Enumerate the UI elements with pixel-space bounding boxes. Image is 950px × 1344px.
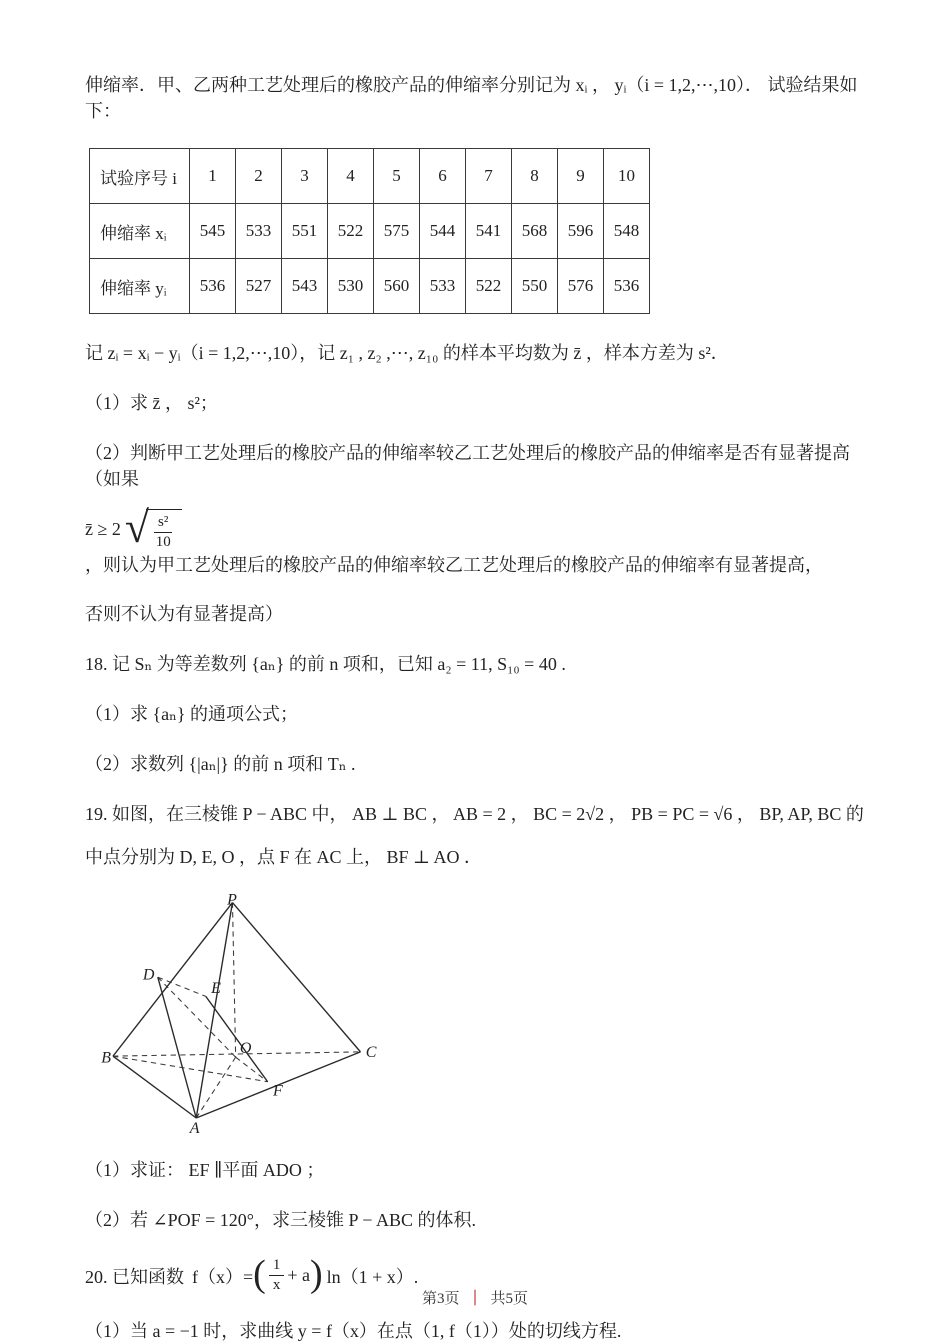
p20-q1: （1）当 a = −1 时，求曲线 y = f（x）在点（1, f（1））处的切线方程. [85, 1321, 622, 1342]
p17-q2-line3: 否则不认为有显著提高） [85, 604, 283, 625]
tetrahedron-figure-wrap [91, 894, 870, 1139]
p20-fx: f（x）= [192, 1266, 254, 1287]
table-cell: 6 [420, 149, 466, 204]
table-cell: 522 [328, 204, 374, 259]
vertex-label-P: P [227, 893, 237, 909]
p17-intro: 伸缩率．甲、乙两种工艺处理后的橡胶产品的伸缩率分别记为 xᵢ ， yᵢ（i = 1,2,⋯,10）． 试验结果如下： [85, 75, 858, 122]
sqrt-expression [124, 503, 183, 553]
radicand [146, 509, 182, 552]
vertex-label-F: F [273, 1082, 283, 1100]
fraction-denominator: 10 [155, 533, 171, 550]
table-cell: 544 [420, 204, 466, 259]
table-cell: 7 [466, 149, 512, 204]
figure-solid-edges [113, 902, 360, 1117]
table-cell: 550 [512, 259, 558, 314]
fraction [154, 514, 172, 552]
fraction-numerator: s² [154, 514, 172, 533]
table-cell: 2 [236, 149, 282, 204]
table-cell: 551 [282, 204, 328, 259]
table-cell: 575 [374, 204, 420, 259]
table-cell: 548 [604, 204, 650, 259]
table-cell: 3 [282, 149, 328, 204]
p19-q1: （1）求证： EF ∥平面 ADO ； [85, 1159, 325, 1180]
tetrahedron-figure [91, 894, 391, 1134]
table-row-x [90, 204, 650, 259]
table-cell: 1 [190, 149, 236, 204]
vertex-label-D: D [142, 965, 155, 983]
table-cell: 533 [420, 259, 466, 314]
table-cell: 541 [466, 204, 512, 259]
results-table [89, 148, 650, 314]
table-cell: 576 [558, 259, 604, 314]
p17-q2-line2-rest: ，则认为甲工艺处理后的橡胶产品的伸缩率较乙工艺处理后的橡胶产品的伸缩率有显著提高， [85, 555, 823, 576]
page-footer [0, 1287, 950, 1308]
footer-page-number: 第3页 [421, 1291, 460, 1307]
vertex-label-C: C [365, 1043, 377, 1061]
sqrt-icon: √ [124, 503, 150, 553]
fraction-denominator: x [272, 1277, 281, 1294]
p17-note: 记 zᵢ = xᵢ − yᵢ（i = 1,2,⋯,10），记 z₁ , z₂ ,⋯, z₁₀ 的样本平均数为 z̄ ，样本方差为 s²． [85, 343, 729, 364]
p20-title-line: 20. 已知函数 f（x）= ( $\frac{1}{x}$ + a ) ln（1 + x）. [85, 1252, 419, 1295]
table-cell: 9 [558, 149, 604, 204]
table-cell: 543 [282, 259, 328, 314]
p17-q2-formula-line [85, 503, 870, 578]
p17-q2-line1: （2）判断甲工艺处理后的橡胶产品的伸缩率较乙工艺处理后的橡胶产品的伸缩率是否有显著提高（如果 [85, 443, 850, 490]
figure-vertex-labels [101, 894, 377, 1134]
table-cell: 4 [328, 149, 374, 204]
row-label: 伸缩率 xᵢ [90, 204, 190, 259]
p20-prefix: 20. 已知函数 [85, 1266, 184, 1287]
table-cell: 536 [190, 259, 236, 314]
p18-q2: （2）求数列 {|aₙ|} 的前 n 项和 Tₙ . [85, 754, 356, 775]
fraction-numerator: 1 [269, 1257, 285, 1276]
p18-title: 18. 记 Sₙ 为等差数列 {aₙ} 的前 n 项和，已知 a₂ = 11, S₁₀ = 40 . [85, 654, 566, 675]
p19-q2: （2）若 ∠POF = 120°，求三棱锥 P − ABC 的体积. [85, 1209, 476, 1230]
formula-prefix: z̄ ≥ 2 [85, 519, 121, 540]
figure-hidden-edges [113, 902, 360, 1117]
p17-q1: （1）求 z̄ ， s²； [85, 393, 218, 414]
vertex-label-B: B [101, 1049, 112, 1067]
p19-line1: 19. 如图，在三棱锥 P − ABC 中， AB ⊥ BC ， AB = 2 ， BC = 2√2 ， PB = PC = √6 ， BP, AP, BC 的 [85, 804, 864, 825]
table-cell: 560 [374, 259, 420, 314]
vertex-label-E: E [211, 979, 221, 997]
table-cell: 568 [512, 204, 558, 259]
vertex-label-O: O [239, 1039, 252, 1057]
p18-q1: （1）求 {aₙ} 的通项公式； [85, 704, 299, 725]
row-label: 伸缩率 yᵢ [90, 259, 190, 314]
table-cell: 533 [236, 204, 282, 259]
table-cell: 545 [190, 204, 236, 259]
p20-plus-a: + a [287, 1265, 310, 1286]
footer-total-pages: 共5页 [490, 1291, 529, 1307]
p19-line2: 中点分别为 D, E, O ，点 F 在 AC 上， BF ⊥ AO ． [85, 846, 482, 867]
table-cell: 8 [512, 149, 558, 204]
p20-suffix: ln（1 + x）. [326, 1266, 419, 1287]
table-row-serial [90, 149, 650, 204]
table-cell: 10 [604, 149, 650, 204]
row-label: 试验序号 i [90, 149, 190, 204]
footer-separator: ｜ [467, 1291, 483, 1307]
vertex-label-A: A [189, 1119, 200, 1134]
table-cell: 5 [374, 149, 420, 204]
table-row-y [90, 259, 650, 314]
table-cell: 596 [558, 204, 604, 259]
table-cell: 527 [236, 259, 282, 314]
table-cell: 536 [604, 259, 650, 314]
table-cell: 522 [466, 259, 512, 314]
table-cell: 530 [328, 259, 374, 314]
